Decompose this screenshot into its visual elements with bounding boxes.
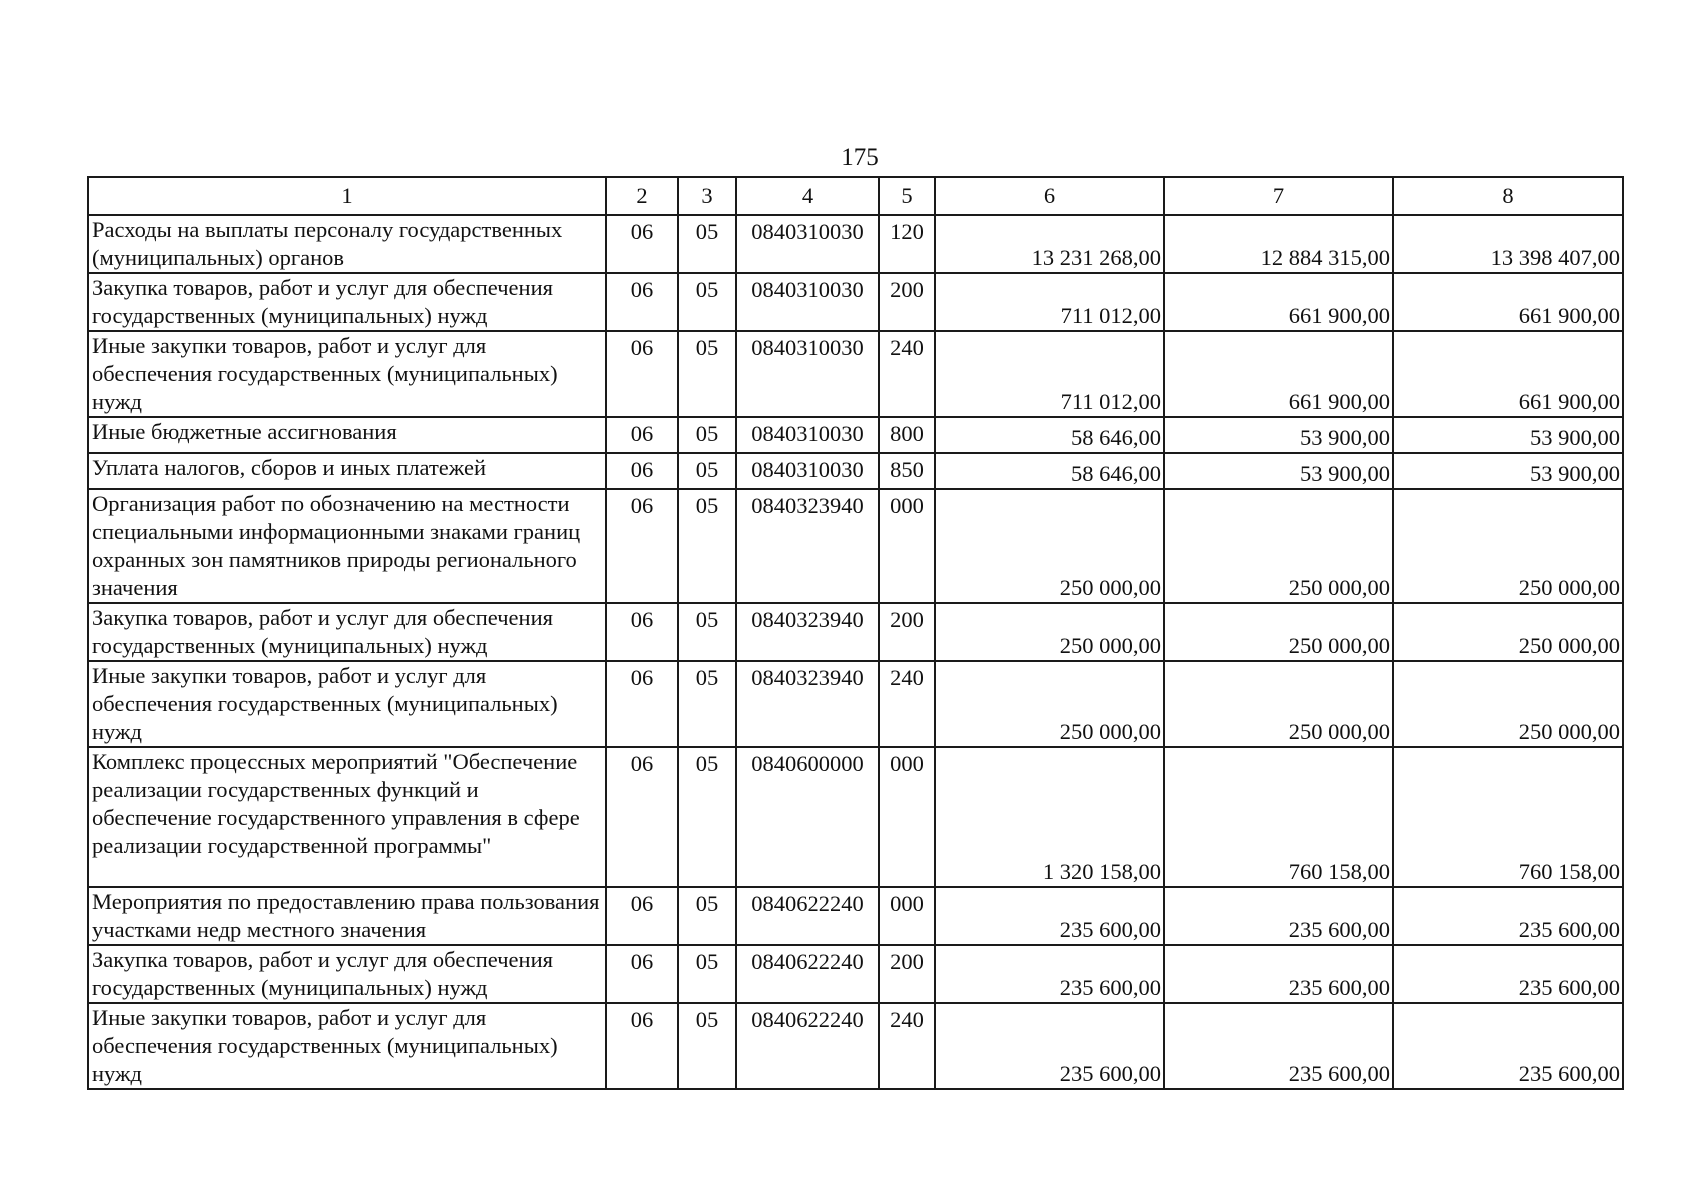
table-row	[88, 887, 1623, 945]
cell-name: Расходы на выплаты персоналу государственных (муниципальных) органов	[88, 215, 606, 273]
table-row	[88, 1003, 1623, 1089]
cell-amount-col8: 250 000,00	[1393, 661, 1623, 747]
cell-target-article: 0840323940	[736, 661, 879, 747]
budget-table-container	[87, 176, 1622, 1090]
cell-target-article: 0840622240	[736, 945, 879, 1003]
cell-target-article: 0840310030	[736, 453, 879, 489]
column-header: 1	[88, 177, 606, 215]
table-row	[88, 747, 1623, 887]
cell-expense-type: 200	[879, 603, 935, 661]
column-header: 2	[606, 177, 678, 215]
cell-amount-col7: 235 600,00	[1164, 887, 1393, 945]
cell-section: 06	[606, 1003, 678, 1089]
cell-amount-col8: 250 000,00	[1393, 489, 1623, 603]
cell-subsection: 05	[678, 273, 736, 331]
cell-expense-type: 000	[879, 489, 935, 603]
table-row	[88, 489, 1623, 603]
cell-subsection: 05	[678, 747, 736, 887]
cell-amount-col8: 661 900,00	[1393, 273, 1623, 331]
cell-subsection: 05	[678, 887, 736, 945]
cell-amount-col7: 250 000,00	[1164, 661, 1393, 747]
cell-expense-type: 200	[879, 945, 935, 1003]
cell-section: 06	[606, 661, 678, 747]
cell-target-article: 0840600000	[736, 747, 879, 887]
page-number: 175	[841, 144, 879, 171]
cell-section: 06	[606, 215, 678, 273]
cell-subsection: 05	[678, 331, 736, 417]
cell-amount-col8: 13 398 407,00	[1393, 215, 1623, 273]
cell-amount-col6: 58 646,00	[935, 417, 1164, 453]
table-row	[88, 215, 1623, 273]
table-row	[88, 417, 1623, 453]
header-row	[88, 177, 1623, 215]
cell-name: Комплекс процессных мероприятий "Обеспечение реализации государственных функций и обеспечение государственного управления в сфере реализации государственной программы"	[88, 747, 606, 887]
cell-amount-col7: 250 000,00	[1164, 489, 1393, 603]
cell-amount-col7: 760 158,00	[1164, 747, 1393, 887]
cell-section: 06	[606, 453, 678, 489]
cell-name: Закупка товаров, работ и услуг для обеспечения государственных (муниципальных) нужд	[88, 603, 606, 661]
cell-section: 06	[606, 417, 678, 453]
cell-name: Организация работ по обозначению на местности специальными информационными знаками границ охранных зон памятников природы регионального значения	[88, 489, 606, 603]
cell-amount-col7: 661 900,00	[1164, 273, 1393, 331]
cell-amount-col6: 250 000,00	[935, 603, 1164, 661]
cell-subsection: 05	[678, 417, 736, 453]
cell-target-article: 0840310030	[736, 215, 879, 273]
cell-section: 06	[606, 331, 678, 417]
cell-target-article: 0840310030	[736, 273, 879, 331]
cell-expense-type: 120	[879, 215, 935, 273]
cell-amount-col6: 250 000,00	[935, 489, 1164, 603]
cell-subsection: 05	[678, 215, 736, 273]
cell-subsection: 05	[678, 661, 736, 747]
cell-section: 06	[606, 489, 678, 603]
cell-subsection: 05	[678, 1003, 736, 1089]
cell-amount-col6: 13 231 268,00	[935, 215, 1164, 273]
cell-amount-col7: 53 900,00	[1164, 417, 1393, 453]
cell-section: 06	[606, 887, 678, 945]
budget-table	[87, 176, 1624, 1090]
cell-name: Иные закупки товаров, работ и услуг для обеспечения государственных (муниципальных) нужд	[88, 1003, 606, 1089]
cell-amount-col6: 250 000,00	[935, 661, 1164, 747]
cell-amount-col6: 1 320 158,00	[935, 747, 1164, 887]
cell-name: Иные бюджетные ассигнования	[88, 417, 606, 453]
cell-amount-col8: 250 000,00	[1393, 603, 1623, 661]
column-header: 4	[736, 177, 879, 215]
table-row	[88, 453, 1623, 489]
column-header: 5	[879, 177, 935, 215]
column-header: 3	[678, 177, 736, 215]
cell-subsection: 05	[678, 945, 736, 1003]
cell-amount-col8: 235 600,00	[1393, 887, 1623, 945]
cell-name: Мероприятия по предоставлению права пользования участками недр местного значения	[88, 887, 606, 945]
cell-amount-col7: 250 000,00	[1164, 603, 1393, 661]
column-header: 7	[1164, 177, 1393, 215]
table-row	[88, 945, 1623, 1003]
cell-amount-col7: 12 884 315,00	[1164, 215, 1393, 273]
cell-amount-col6: 711 012,00	[935, 273, 1164, 331]
cell-amount-col6: 711 012,00	[935, 331, 1164, 417]
cell-target-article: 0840310030	[736, 331, 879, 417]
table-row	[88, 603, 1623, 661]
cell-amount-col8: 235 600,00	[1393, 945, 1623, 1003]
table-row	[88, 273, 1623, 331]
cell-expense-type: 240	[879, 331, 935, 417]
cell-expense-type: 000	[879, 887, 935, 945]
cell-subsection: 05	[678, 603, 736, 661]
cell-expense-type: 800	[879, 417, 935, 453]
cell-name: Иные закупки товаров, работ и услуг для обеспечения государственных (муниципальных) нужд	[88, 331, 606, 417]
cell-amount-col6: 58 646,00	[935, 453, 1164, 489]
cell-expense-type: 200	[879, 273, 935, 331]
cell-name: Закупка товаров, работ и услуг для обеспечения государственных (муниципальных) нужд	[88, 273, 606, 331]
table-row	[88, 331, 1623, 417]
cell-section: 06	[606, 945, 678, 1003]
cell-target-article: 0840622240	[736, 1003, 879, 1089]
cell-expense-type: 000	[879, 747, 935, 887]
cell-section: 06	[606, 603, 678, 661]
cell-amount-col7: 235 600,00	[1164, 1003, 1393, 1089]
cell-expense-type: 240	[879, 661, 935, 747]
cell-amount-col7: 235 600,00	[1164, 945, 1393, 1003]
column-header: 8	[1393, 177, 1623, 215]
cell-target-article: 0840323940	[736, 489, 879, 603]
cell-subsection: 05	[678, 453, 736, 489]
cell-target-article: 0840310030	[736, 417, 879, 453]
cell-section: 06	[606, 747, 678, 887]
cell-amount-col8: 235 600,00	[1393, 1003, 1623, 1089]
cell-name: Уплата налогов, сборов и иных платежей	[88, 453, 606, 489]
cell-amount-col7: 661 900,00	[1164, 331, 1393, 417]
cell-target-article: 0840323940	[736, 603, 879, 661]
cell-amount-col8: 760 158,00	[1393, 747, 1623, 887]
cell-expense-type: 240	[879, 1003, 935, 1089]
cell-subsection: 05	[678, 489, 736, 603]
column-header: 6	[935, 177, 1164, 215]
cell-amount-col8: 661 900,00	[1393, 331, 1623, 417]
cell-amount-col6: 235 600,00	[935, 945, 1164, 1003]
cell-target-article: 0840622240	[736, 887, 879, 945]
cell-amount-col8: 53 900,00	[1393, 453, 1623, 489]
table-row	[88, 661, 1623, 747]
cell-section: 06	[606, 273, 678, 331]
cell-name: Закупка товаров, работ и услуг для обеспечения государственных (муниципальных) нужд	[88, 945, 606, 1003]
cell-amount-col6: 235 600,00	[935, 887, 1164, 945]
cell-name: Иные закупки товаров, работ и услуг для обеспечения государственных (муниципальных) нужд	[88, 661, 606, 747]
cell-expense-type: 850	[879, 453, 935, 489]
cell-amount-col7: 53 900,00	[1164, 453, 1393, 489]
cell-amount-col8: 53 900,00	[1393, 417, 1623, 453]
cell-amount-col6: 235 600,00	[935, 1003, 1164, 1089]
